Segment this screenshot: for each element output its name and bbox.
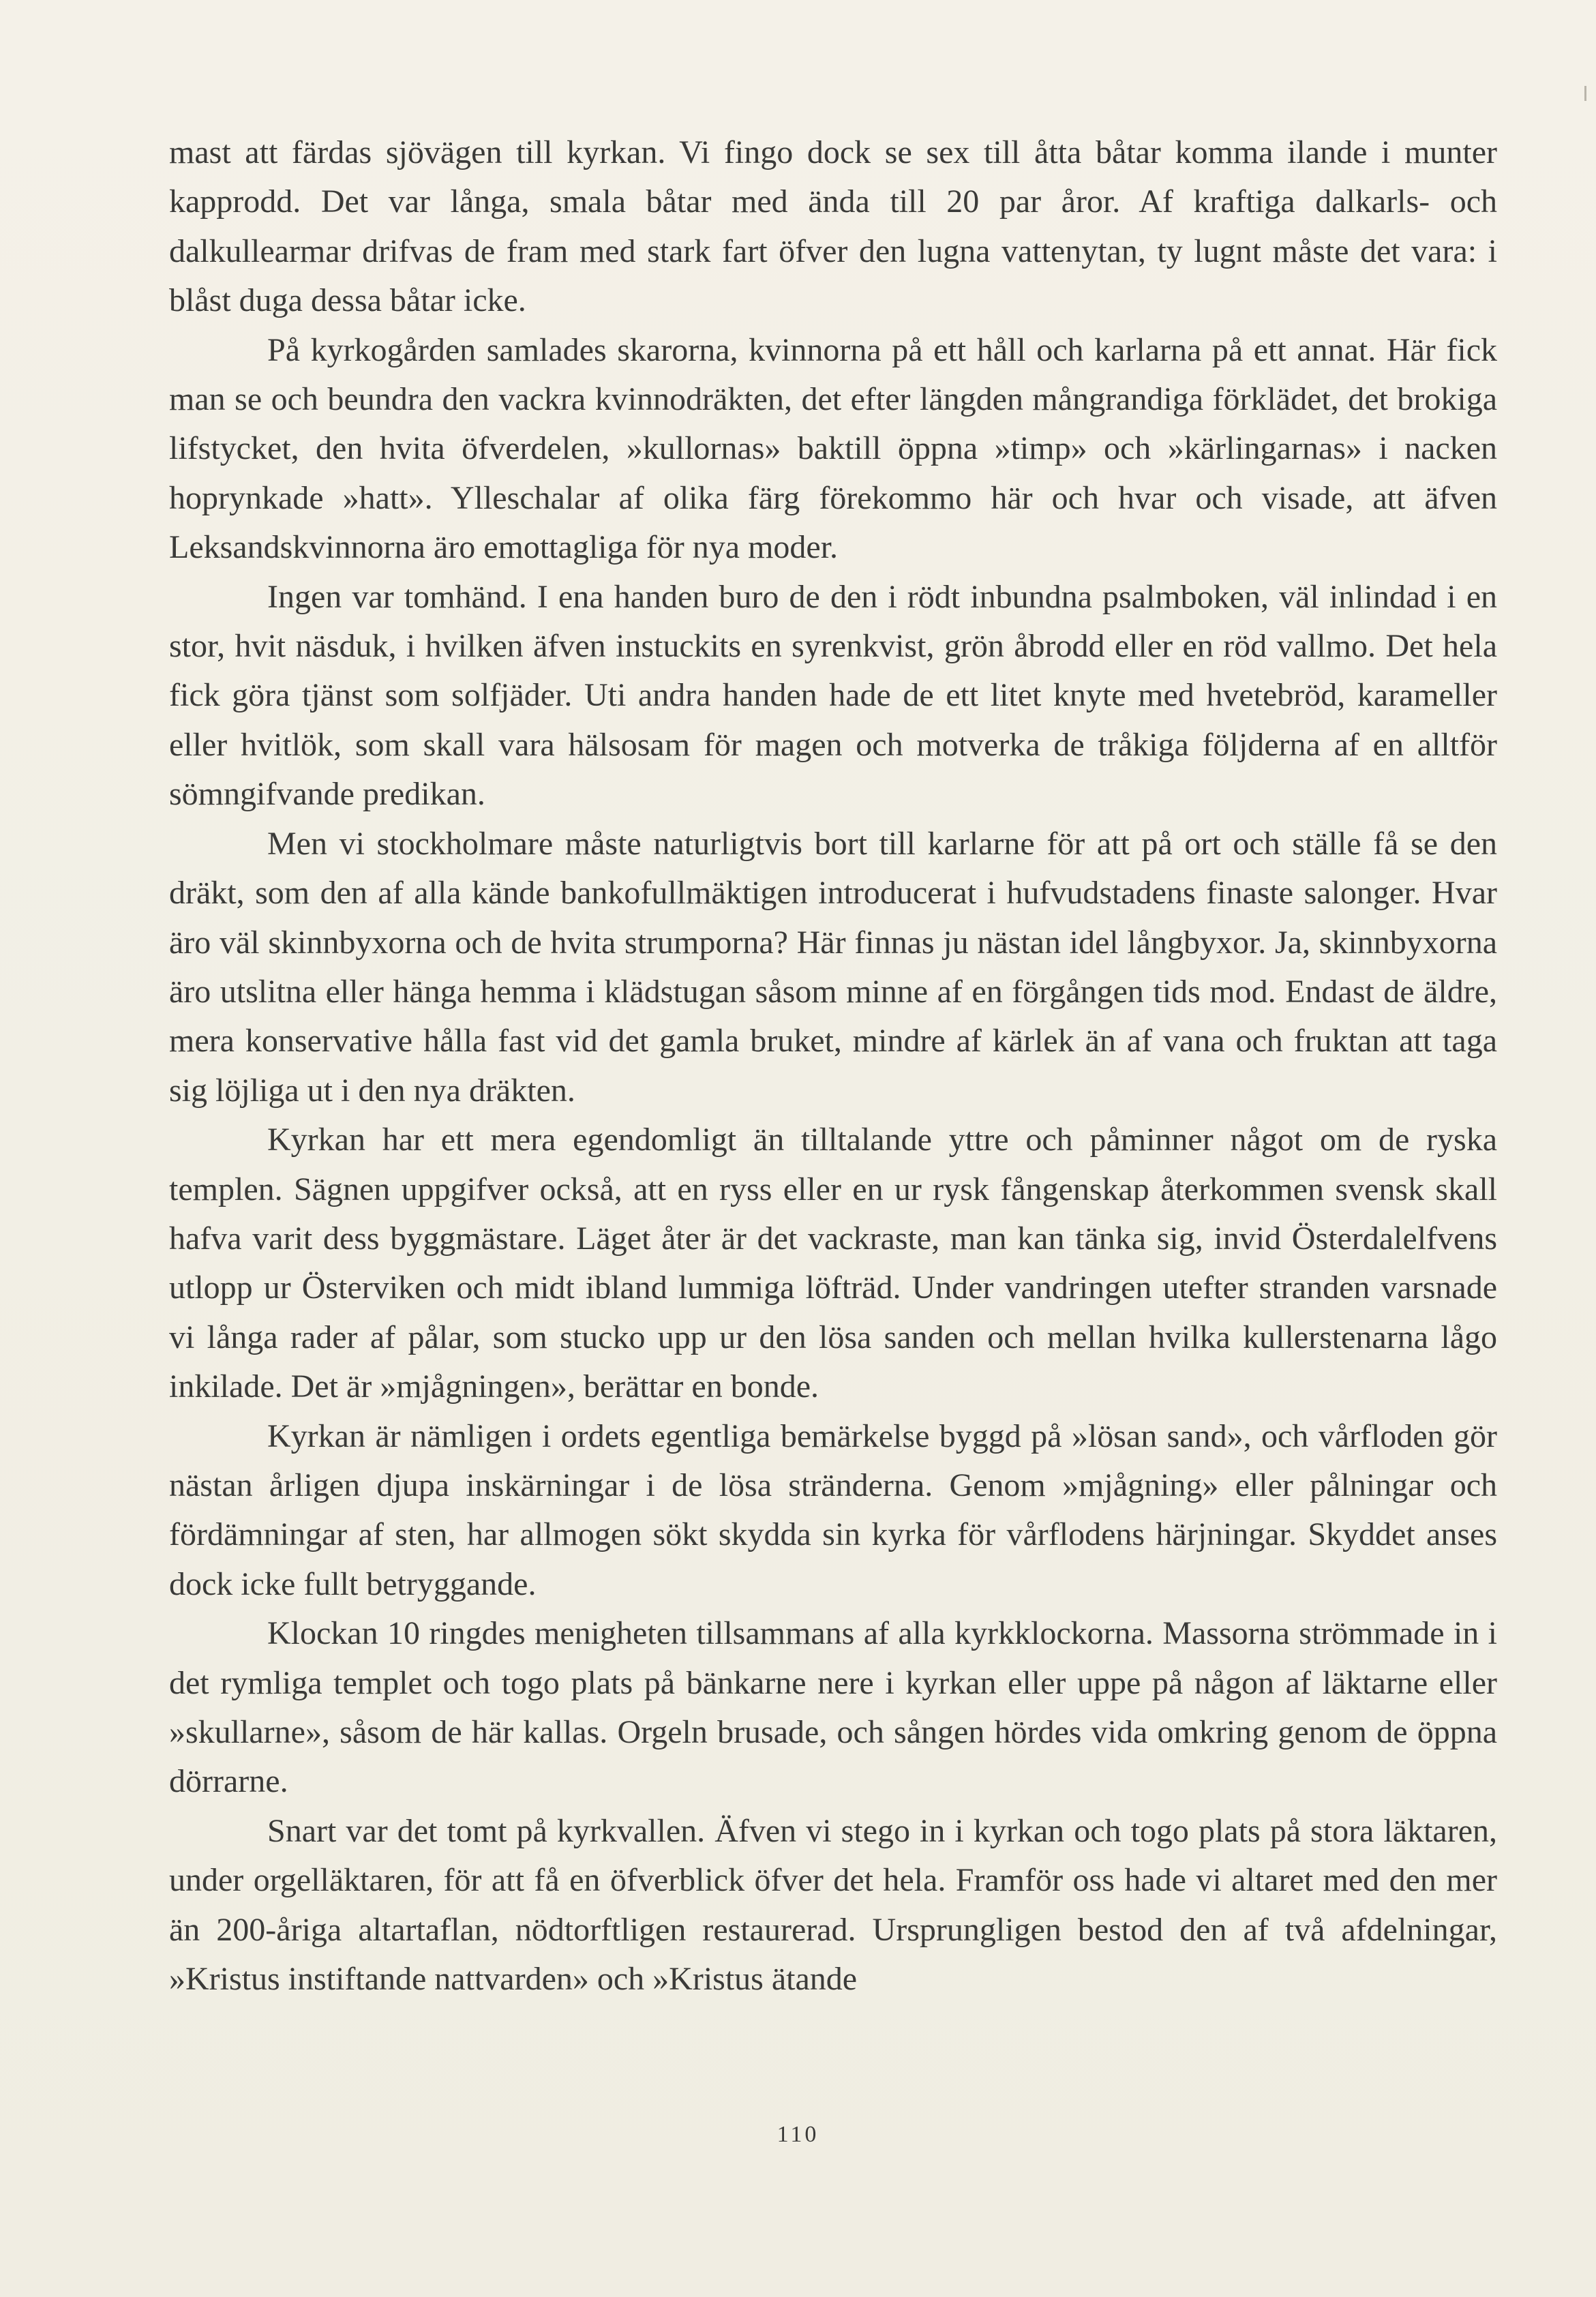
paragraph-8: Snart var det tomt på kyrkvallen. Äfven vi stego in i kyrkan och togo plats på stora läktaren, under orgelläktaren, för att få en öfverblick öfver det hela. Framför oss hade vi altaret med den mer än 200-åriga altartaflan, nödtorftligen restaurerad. Ursprungligen bestod den af två afdelningar, »Kristus instiftande nattvarden» och »Kristus ätande xyxy=(169,1812,1497,1998)
page-number: 110 xyxy=(777,2122,819,2147)
paragraph-3: Ingen var tomhänd. I ena handen buro de den i rödt inbundna psalmboken, väl inlindad i en stor, hvit näsduk, i hvilken äfven instuckits en syrenkvist, grön åbrodd eller en röd vallmo. Det hela fick göra tjänst som solfjäder. Uti andra handen hade de ett litet knyte med hvetebröd, karameller eller hvitlök, som skall vara hälsosam för magen och motverka de tråkiga följderna af en alltför sömngifvande predikan. xyxy=(169,578,1497,813)
paragraph-7: Klockan 10 ringdes menigheten tillsammans af alla kyrkklockorna. Massorna strömmade in i det rymliga templet och togo plats på bänkarne nere i kyrkan eller uppe på någon af läktarne eller »skullarne», såsom de här kallas. Orgeln brusade, och sången hördes vida omkring genom de öppna dörrarne. xyxy=(169,1615,1497,1800)
paragraph-5: Kyrkan har ett mera egendomligt än tilltalande yttre och påminner något om de ryska templen. Sägnen uppgifver också, att en ryss eller en ur rysk fångenskap återkommen svensk skall hafva varit dess byggmästare. Läget åter är det vackraste, man kan tänka sig, invid Österdalelfvens utlopp ur Österviken och midt ibland lummiga löfträd. Under vandringen utefter stranden varsnade vi långa rader af pålar, som stucko upp ur den lösa sanden och mellan hvilka kullerstenarna lågo inkilade. Det är »mjågningen», berättar en bonde. xyxy=(169,1122,1497,1405)
paragraph-6: Kyrkan är nämligen i ordets egentliga bemärkelse byggd på »lösan sand», och vårfloden gör nästan årligen djupa inskärningar i de lösa stränderna. Genom »mjågning» eller pålningar och fördämningar af sten, har allmogen sökt skydda sin kyrka för vårflodens härjningar. Skyddet anses dock icke fullt betryggande. xyxy=(169,1417,1497,1602)
paragraph-4: Men vi stockholmare måste naturligtvis bort till karlarne för att på ort och ställe få se den dräkt, som den af alla kände bankofullmäktigen introducerat i hufvudstadens finaste salonger. Hvar äro väl skinnbyxorna och de hvita strumporna? Här finnas ju nästan idel långbyxor. Ja, skinnbyxorna äro utslitna eller hänga hemma i klädstugan såsom minne af en förgången tids mod. Endast de äldre, mera konservative hålla fast vid det gamla bruket, mindre af kärlek än af vana och fruktan att taga sig löjliga ut i den nya dräkten. xyxy=(169,825,1497,1109)
paragraph-1: mast att färdas sjövägen till kyrkan. Vi fingo dock se sex till åtta båtar komma ilande i munter kapprodd. Det var långa, smala båtar med ända till 20 par åror. Af kraftiga dalkarls- och dalkullearmar drifvas de fram med stark fart öfver den lugna vattenytan, ty lugnt måste det vara: i blåst duga dessa båtar icke. xyxy=(169,134,1497,319)
paragraph-2: På kyrkogården samlades skarorna, kvinnorna på ett håll och karlarna på ett annat. Här fick man se och beundra den vackra kvinnodräkten, det efter längden mångrandiga förklädet, det brokiga lifstycket, den hvita öfverdelen, »kullornas» baktill öppna »timp» och »kärlingarnas» i nacken hoprynkade »hatt». Ylleschalar af olika färg förekommo här och hvar och visade, att äfven Leksandskvinnorna äro emottagliga för nya moder. xyxy=(169,331,1497,566)
body-text xyxy=(169,128,1497,2004)
page-edge-mark xyxy=(1584,86,1586,101)
